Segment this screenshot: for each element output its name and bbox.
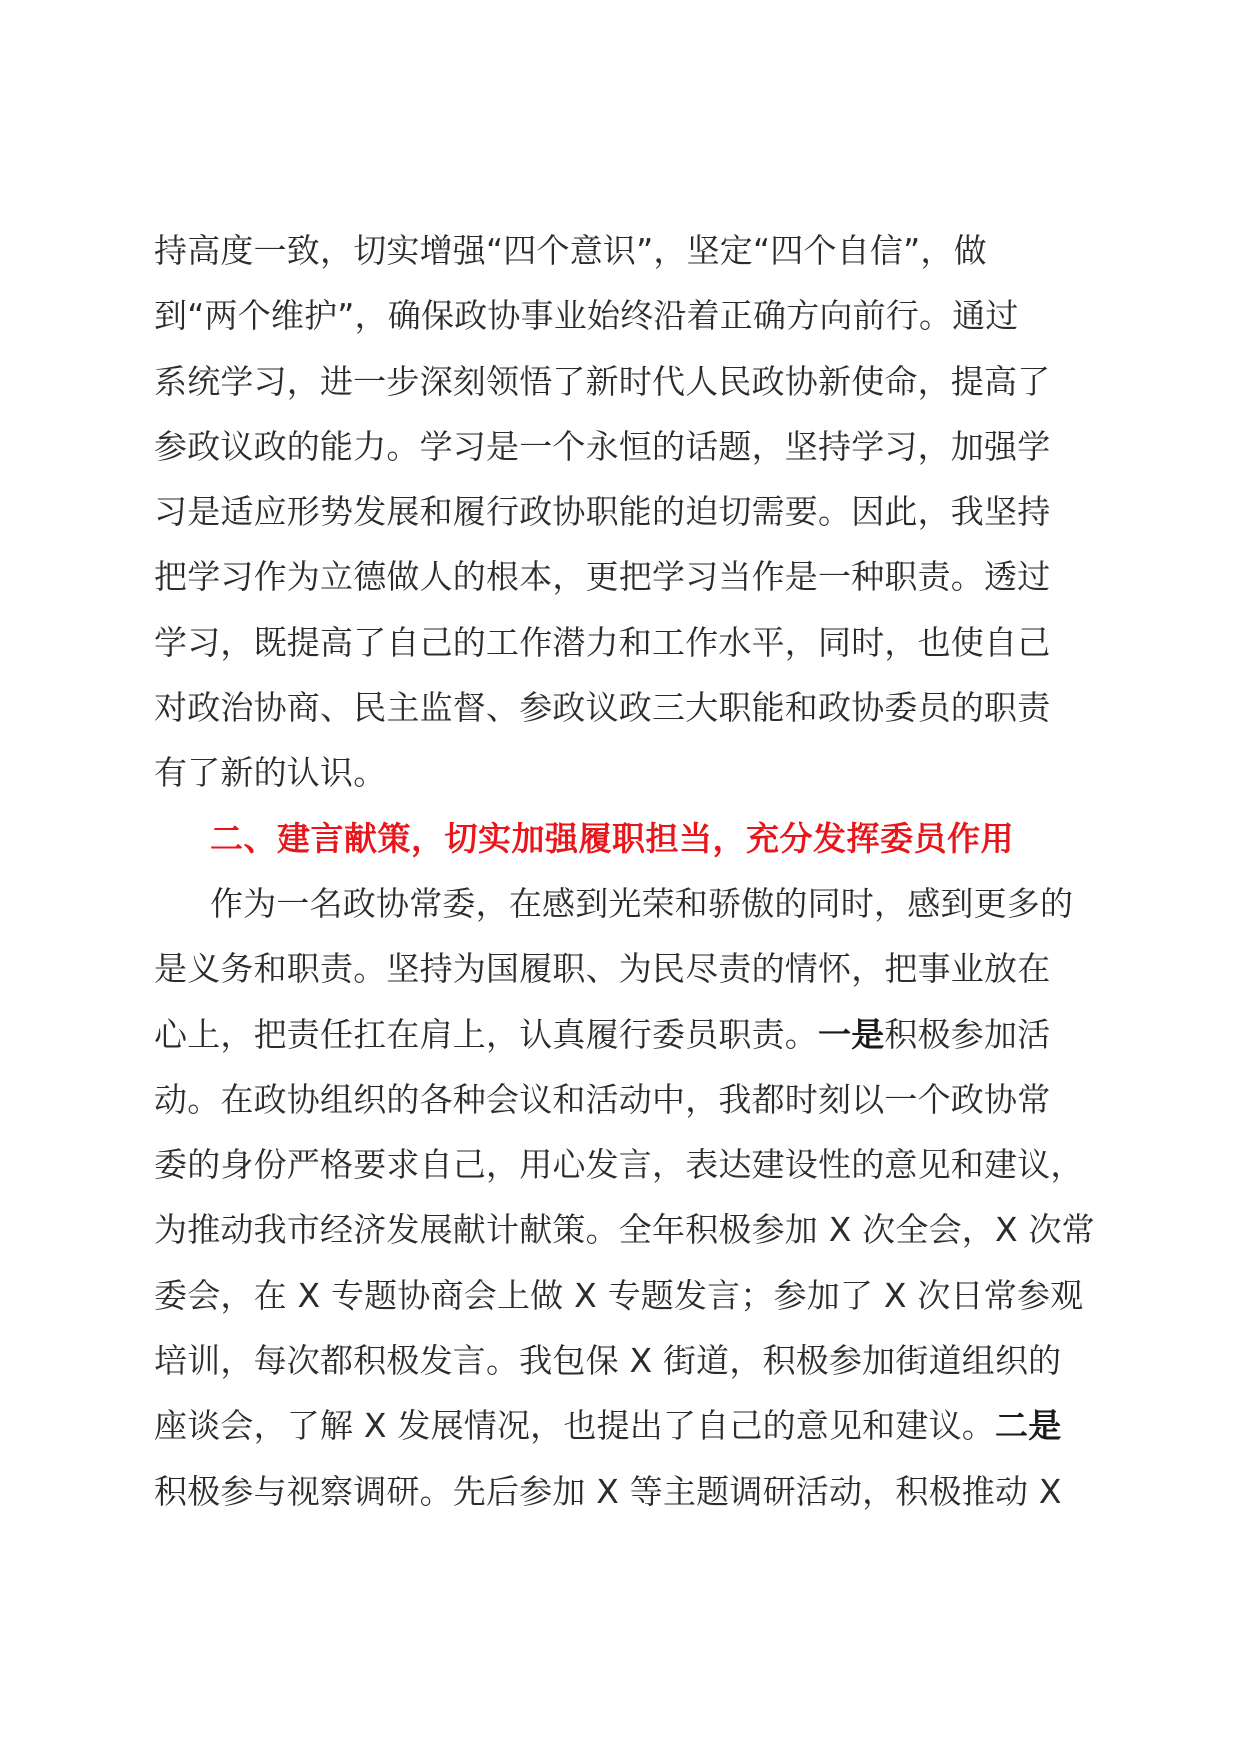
text-line: 学习，既提高了自己的工作潜力和工作水平，同时，也使自己: [154, 622, 1051, 662]
text-line: 作为一名政协常委，在感到光荣和骄傲的同时，感到更多的: [210, 883, 1074, 923]
text-line: [154, 1393, 1090, 1458]
text-line: 到“两个维护”，确保政协事业始终沿着正确方向前行。通过: [154, 296, 1019, 336]
text-line: 委的身份严格要求自己，用心发言，表达建设性的意见和建议，: [154, 1145, 1084, 1185]
text-line: 对政治协商、民主监督、参政议政三大职能和政协委员的职责: [154, 688, 1051, 728]
text-line: 委会，在 X 专题协商会上做 X 专题发言；参加了 X 次日常参观: [154, 1275, 1084, 1315]
text-line: 有了新的认识。: [154, 753, 387, 793]
text-line: [154, 1002, 1090, 1067]
text-line: 持高度一致，切实增强“四个意识”，坚定“四个自信”，做: [154, 231, 987, 270]
text-line: 培训，每次都积极发言。我包保 X 街道，积极参加街道组织的: [154, 1341, 1062, 1381]
text-line: 参政议政的能力。学习是一个永恒的话题，坚持学习，加强学: [154, 426, 1051, 466]
text-line: 是义务和职责。坚持为国履职、为民尽责的情怀，把事业放在: [154, 949, 1051, 989]
text-run: 积极参加活: [884, 1014, 1051, 1054]
text-line: 动。在政协组织的各种会议和活动中，我都时刻以一个政协常: [154, 1079, 1051, 1119]
text-line: 积极参与视察调研。先后参加 X 等主题调研活动，积极推动 X: [154, 1471, 1062, 1511]
text-line: 为推动我市经济发展献计献策。全年积极参加 X 次全会，X 次常: [154, 1210, 1095, 1250]
text-run: 座谈会，了解 X 发展情况，也提出了自己的意见和建议。: [154, 1406, 995, 1446]
section-heading: 二、建言献策，切实加强履职担当，充分发挥委员作用: [210, 818, 1014, 858]
text-line: 系统学习，进一步深刻领悟了新时代人民政协新使命，提高了: [154, 361, 1051, 401]
bold-marker: 二是: [995, 1406, 1062, 1446]
bold-marker: 一是: [818, 1014, 885, 1054]
text-line: 把学习作为立德做人的根本，更把学习当作是一种职责。透过: [154, 557, 1051, 597]
paragraph-study: [154, 218, 1090, 806]
text-line: 习是适应形势发展和履行政协职能的迫切需要。因此，我坚持: [154, 492, 1051, 532]
document-body: [154, 218, 1095, 1524]
paragraph-duties: [154, 871, 1095, 1524]
text-run: 心上，把责任扛在肩上，认真履行委员职责。: [154, 1014, 818, 1054]
